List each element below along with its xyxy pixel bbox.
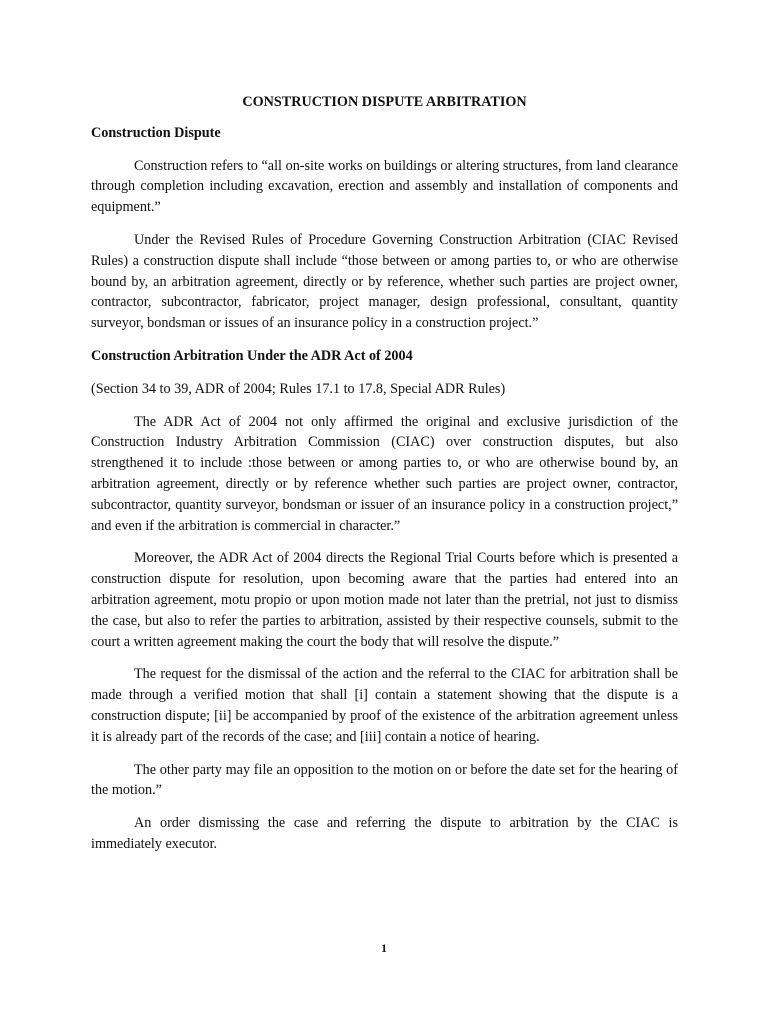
- page-number: 1: [381, 943, 387, 955]
- paragraph-rtc-directive: Moreover, the ADR Act of 2004 directs the Regional Trial Courts before which is presented a construction dispute for resolution, upon becoming aware that the parties had entered into an arbitration agreement, motu propio or upon motion made not later than the pretrial, not just to dismiss the case, but also to refer the parties to arbitration, assisted by their respective counsels, submit to the court a written agreement making the court the body that will resolve the dispute.”: [91, 550, 678, 650]
- section-heading-construction-dispute: Construction Dispute: [91, 124, 221, 141]
- section-heading-adr-act: Construction Arbitration Under the ADR Act of 2004: [91, 347, 413, 364]
- document-page: [91, 92, 678, 867]
- paragraph-ciac-jurisdiction: The ADR Act of 2004 not only affirmed the original and exclusive jurisdiction of the Construction Industry Arbitration Commission (CIAC) over construction disputes, but also strengthened it to include :those between or among parties to, or who are otherwise bound by, an arbitration agreement, directly or by reference whether such parties are project owner, contractor, subcontractor, quantity surveyor, bondsman or issuer of an insurance policy in a construction project,” and even if the arbitration is commercial in character.”: [91, 413, 678, 534]
- paragraph-section-reference: (Section 34 to 39, ADR of 2004; Rules 17.1 to 17.8, Special ADR Rules): [91, 380, 506, 397]
- paragraph-opposition: The other party may file an opposition to the motion on or before the date set for the hearing of the motion.”: [91, 761, 678, 799]
- paragraph-dismissal-request: The request for the dismissal of the action and the referral to the CIAC for arbitration shall be made through a verified motion that shall [i] contain a statement showing that the dispute is a construction dispute; [ii] be accompanied by proof of the existence of the arbitration agreement unless it is already part of the records of the case; and [iii] contain a notice of hearing.: [91, 666, 678, 745]
- paragraph-ciac-revised-rules: Under the Revised Rules of Procedure Governing Construction Arbitration (CIAC Revised Rules) a construction dispute shall include “those between or among parties to, or who are otherwise bound by, an arbitration agreement, directly or by reference, whether such parties are project owner, contractor, subcontractor, fabricator, project manager, design professional, consultant, quantity surveyor, bondsman or issues of an insurance policy in a construction project.”: [91, 231, 678, 332]
- paragraph-construction-definition: Construction refers to “all on-site works on buildings or altering structures, from land clearance through completion including excavation, erection and assembly and installation of components and equipment.”: [91, 157, 678, 216]
- paragraph-order-executory: An order dismissing the case and referring the dispute to arbitration by the CIAC is immediately executor.: [91, 815, 678, 852]
- document-title: CONSTRUCTION DISPUTE ARBITRATION: [242, 94, 527, 110]
